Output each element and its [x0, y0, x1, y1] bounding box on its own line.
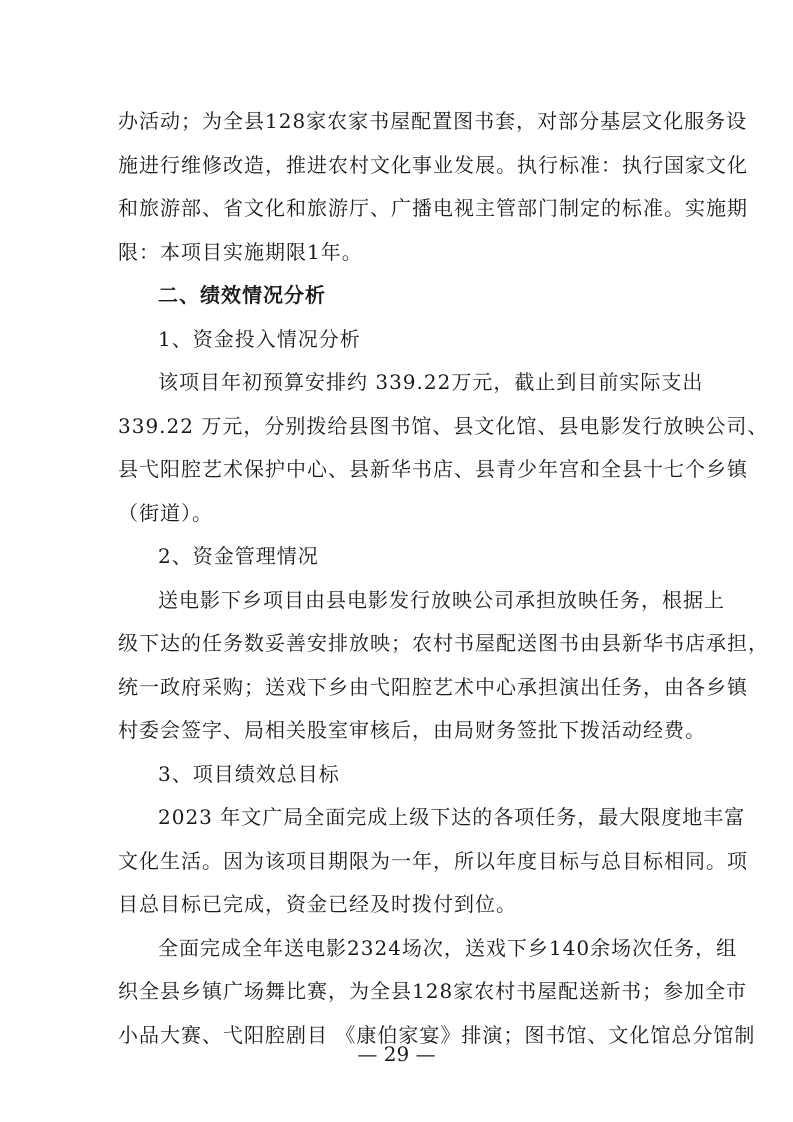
- body-line: 统一政府采购；送戏下乡由弋阳腔艺术中心承担演出任务，由各乡镇: [118, 674, 748, 699]
- body-line: 县弋阳腔艺术保护中心、县新华书店、县青少年宫和全县十七个乡镇: [118, 457, 748, 481]
- page-number: — 29 —: [357, 1042, 436, 1066]
- body-line: 全面完成全年送电影2324场次，送戏下乡140余场次任务，组: [158, 935, 738, 960]
- body-line: 限：本项目实施期限1年。: [118, 239, 363, 264]
- body-line: 村委会签字、局相关股室审核后，由局财务签批下拨活动经费。: [118, 718, 706, 742]
- subsection-heading: 3、项目绩效总目标: [158, 761, 340, 786]
- body-line: 小品大赛、弋阳腔剧目 《康伯家宴》排演；图书馆、文化馆总分馆制: [118, 1022, 756, 1047]
- body-line: 施进行维修改造，推进农村文化事业发展。执行标准：执行国家文化: [118, 152, 748, 177]
- subsection-heading: 1、资金投入情况分析: [158, 326, 361, 351]
- section-heading: 二、绩效情况分析: [158, 283, 326, 307]
- body-line: 目总目标已完成，资金已经及时拨付到位。: [118, 892, 517, 916]
- body-line: 2023 年文广局全面完成上级下达的各项任务，最大限度地丰富: [158, 805, 746, 829]
- body-line: 339.22 万元，分别拨给县图书馆、县文化馆、县电影发行放映公司、: [118, 413, 769, 438]
- body-line: 织全县乡镇广场舞比赛，为全县128家农村书屋配送新书；参加全市: [118, 979, 748, 1003]
- body-line: 该项目年初预算安排约 339.22万元，截止到目前实际支出: [158, 370, 704, 394]
- body-line: 文化生活。因为该项目期限为一年，所以年度目标与总目标相同。项: [118, 848, 748, 873]
- body-line: 级下达的任务数妥善安排放映；农村书屋配送图书由县新华书店承担，: [118, 631, 769, 655]
- body-line: 送电影下乡项目由县电影发行放映公司承担放映任务，根据上: [158, 587, 725, 612]
- body-line: （街道）。: [118, 500, 213, 525]
- body-line: 办活动；为全县128家农家书屋配置图书套，对部分基层文化服务设: [118, 109, 748, 133]
- body-line: 和旅游部、省文化和旅游厅、广播电视主管部门制定的标准。实施期: [118, 196, 748, 220]
- subsection-heading: 2、资金管理情况: [158, 544, 319, 568]
